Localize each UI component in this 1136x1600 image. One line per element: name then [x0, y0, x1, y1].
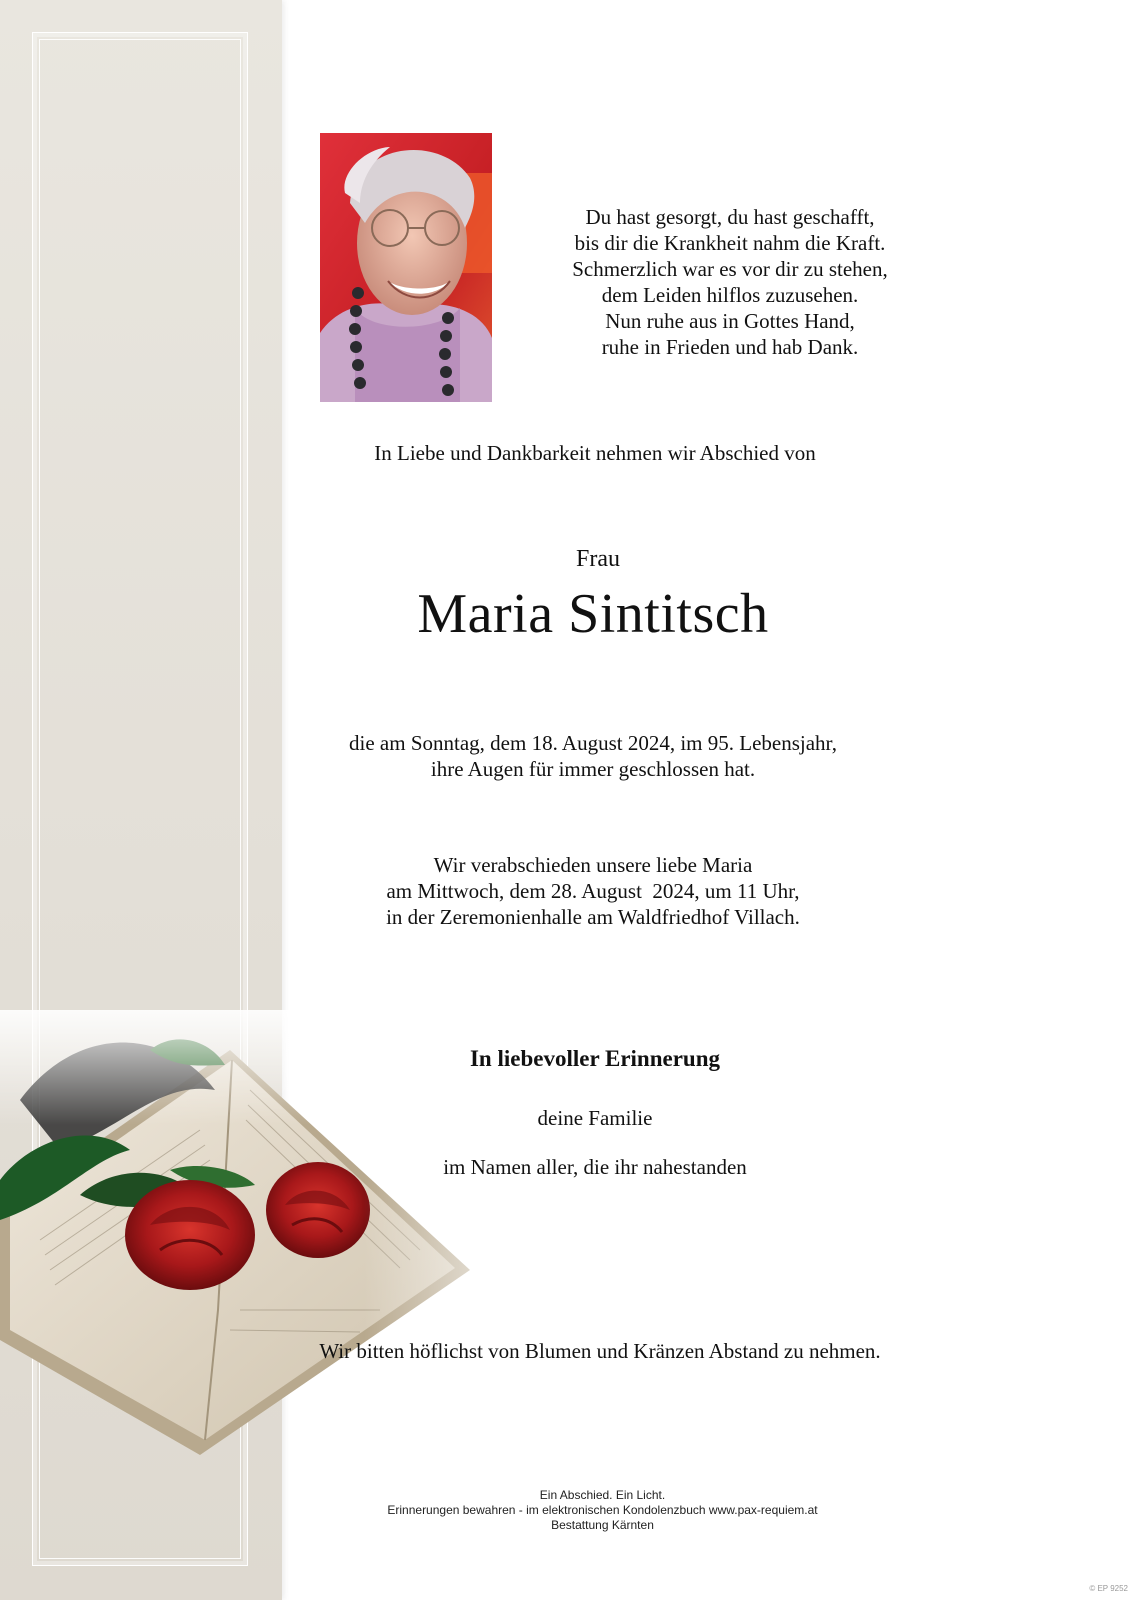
poem-line: Du hast gesorgt, du hast geschafft, — [585, 205, 875, 229]
death-notice — [250, 730, 936, 782]
book-roses-image — [0, 1010, 560, 1470]
poem-line: ruhe in Frieden und hab Dank. — [601, 335, 859, 359]
poem-line: Schmerzlich war es vor dir zu stehen, — [572, 257, 888, 281]
print-code: © EP 9252 — [1089, 1584, 1128, 1593]
death-notice-line: die am Sonntag, dem 18. August 2024, im 95. Lebensjahr, — [349, 731, 837, 755]
ceremony-line: am Mittwoch, dem 28. August 2024, um 11 Uhr, — [386, 879, 800, 903]
flowers-request: Wir bitten höflichst von Blumen und Kränzen Abstand zu nehmen. — [319, 1339, 881, 1363]
poem-line: Nun ruhe aus in Gottes Hand, — [605, 309, 855, 333]
family-signature: deine Familie — [537, 1106, 653, 1130]
death-notice-line: ihre Augen für immer geschlossen hat. — [430, 757, 756, 781]
deceased-name: Maria Sintitsch — [417, 583, 769, 645]
salutation: Frau — [576, 546, 620, 572]
footer-condolence-link[interactable]: Erinnerungen bewahren - im elektronischen Kondolenzbuch www.pax-requiem.at — [387, 1503, 818, 1517]
ceremony-line: in der Zeremonienhalle am Waldfriedhof Villach. — [386, 905, 800, 929]
portrait-photo — [320, 133, 492, 402]
portrait-image — [320, 133, 492, 402]
ceremony-details — [250, 852, 936, 930]
ceremony-line: Wir verabschieden unsere liebe Maria — [433, 853, 753, 877]
footer-undertaker: Bestattung Kärnten — [551, 1518, 654, 1532]
poem — [540, 204, 920, 360]
remembrance-heading: In liebevoller Erinnerung — [469, 1046, 721, 1071]
footer — [300, 1488, 905, 1533]
poem-line: dem Leiden hilflos zuzusehen. — [601, 283, 859, 307]
footer-tagline: Ein Abschied. Ein Licht. — [539, 1488, 666, 1502]
on-behalf-text: im Namen aller, die ihr nahestanden — [443, 1155, 747, 1179]
intro-text: In Liebe und Dankbarkeit nehmen wir Abschied von — [374, 441, 816, 465]
poem-line: bis dir die Krankheit nahm die Kraft. — [574, 231, 886, 255]
